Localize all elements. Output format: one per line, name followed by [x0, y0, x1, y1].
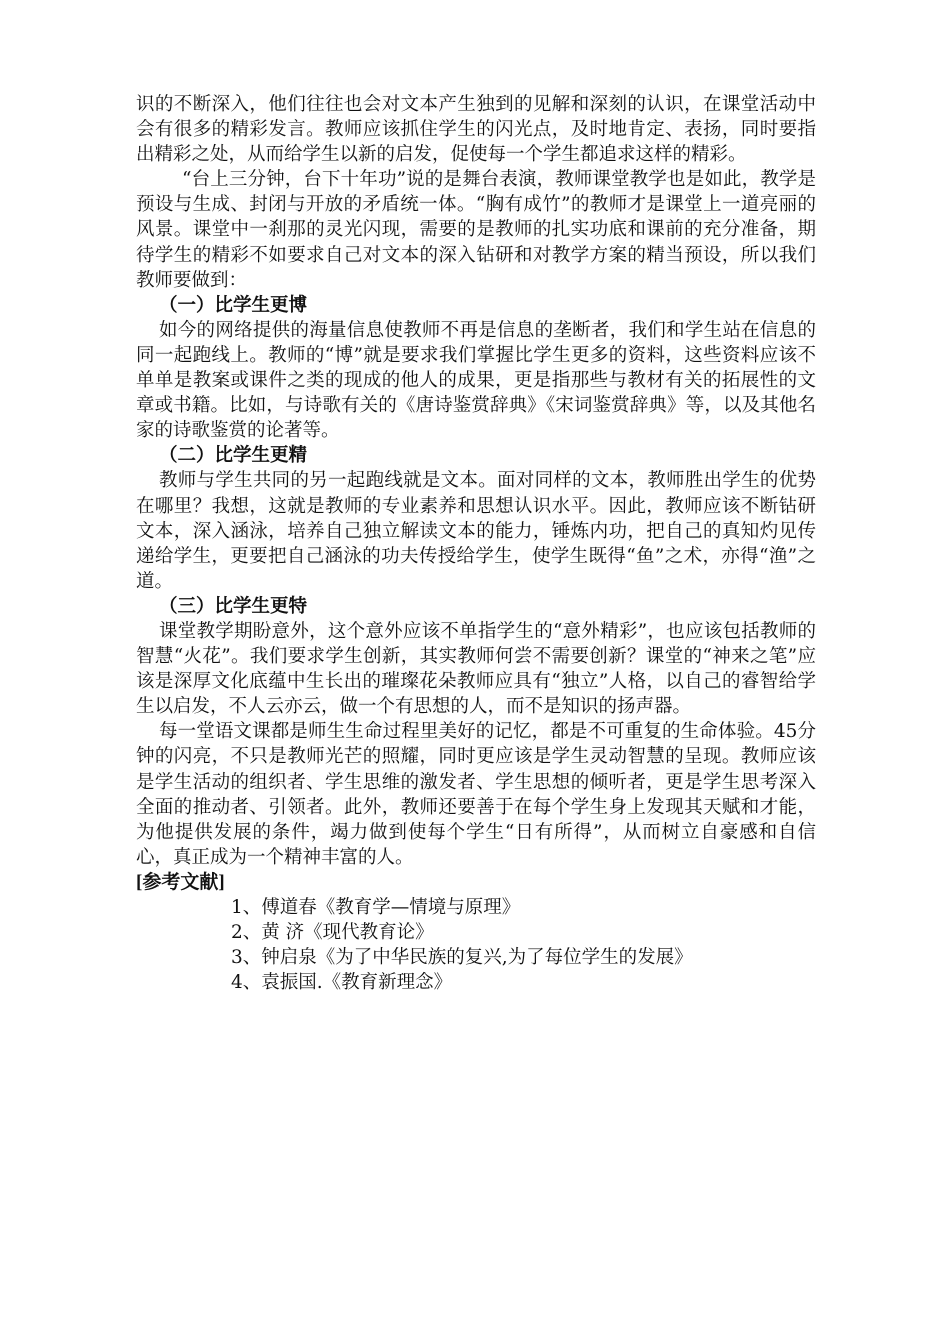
reference-item: 3、钟启泉《为了中华民族的复兴,为了每位学生的发展》	[231, 947, 693, 969]
document-page	[136, 92, 816, 995]
paragraph-preparation: “台上三分钟，台下十年功”说的是舞台表演，教师课堂教学也是如此，教学是预设与生成、封闭与开放的矛盾统一体。“胸有成竹”的教师才是课堂上一道亮丽的风景。课堂中一刹那的灵光闪现，需要的是教师的扎实功底和课前的充分准备，期待学生的精彩不如要求自己对文本的深入钻研和对教学方案的精当预设，所以我们教师要做到：	[136, 169, 816, 291]
paragraph-refined: 教师与学生共同的另一起跑线就是文本。面对同样的文本，教师胜出学生的优势在哪里？我想，这就是教师的专业素养和思想认识水平。因此，教师应该不断钻研文本，深入涵泳，培养自己独立解读文本的能力，锤炼内功，把自己的真知灼见传递给学生，更要把自己涵泳的功夫传授给学生，使学生既得“鱼”之术，亦得“渔”之道。	[136, 470, 816, 592]
paragraph-broad: 如今的网络提供的海量信息使教师不再是信息的垄断者，我们和学生站在信息的同一起跑线上。教师的“博”就是要求我们掌握比学生更多的资料，这些资料应该不单单是教案或课件之类的现成的他人的成果，更是指那些与教材有关的拓展性的文章或书籍。比如，与诗歌有关的《唐诗鉴赏辞典》《宋词鉴赏辞典》等，以及其他名家的诗歌鉴赏的论著等。	[136, 319, 816, 442]
section-heading-3: （三）比学生更特	[159, 595, 308, 617]
reference-item: 2、黄 济《现代教育论》	[231, 922, 434, 944]
references-title: [参考文献]	[136, 871, 225, 893]
paragraph-conclusion: 每一堂语文课都是师生生命过程里美好的记忆，都是不可重复的生命体验。45分钟的闪亮，不只是教师光芒的照耀，同时更应该是学生灵动智慧的呈现。教师应该是学生活动的组织者、学生思维的激发者、学生思想的倾听者，更是学生思考深入全面的推动者、引领者。此外，教师还要善于在每个学生身上发现其天赋和才能，为他提供发展的条件，竭力做到使每个学生“日有所得”，从而树立自豪感和自信心，真正成为一个精神丰富的人。	[136, 721, 816, 868]
paragraph-distinct: 课堂教学期盼意外，这个意外应该不单指学生的“意外精彩”，也应该包括教师的智慧“火花”。我们要求学生创新，其实教师何尝不需要创新？课堂的“神来之笔”应该是深厚文化底蕴中生长出的璀璨花朵教师应具有“独立”人格，以自己的睿智给学生以启发，不人云亦云，做一个有思想的人，而不是知识的扬声器。	[136, 620, 816, 718]
references-list	[136, 895, 816, 995]
section-heading-2: （二）比学生更精	[159, 445, 308, 467]
reference-item: 1、傅道春《教育学—情境与原理》	[231, 897, 521, 918]
section-heading-1: （一）比学生更博	[159, 294, 308, 316]
reference-item: 4、袁振国.《教育新理念》	[231, 972, 453, 994]
paragraph-continued: 识的不断深入，他们往往也会对文本产生独到的见解和深刻的认识，在课堂活动中会有很多的精彩发言。教师应该抓住学生的闪光点，及时地肯定、表扬，同时要指出精彩之处，从而给学生以新的启发，促使每一个学生都追求这样的精彩。	[136, 94, 816, 166]
